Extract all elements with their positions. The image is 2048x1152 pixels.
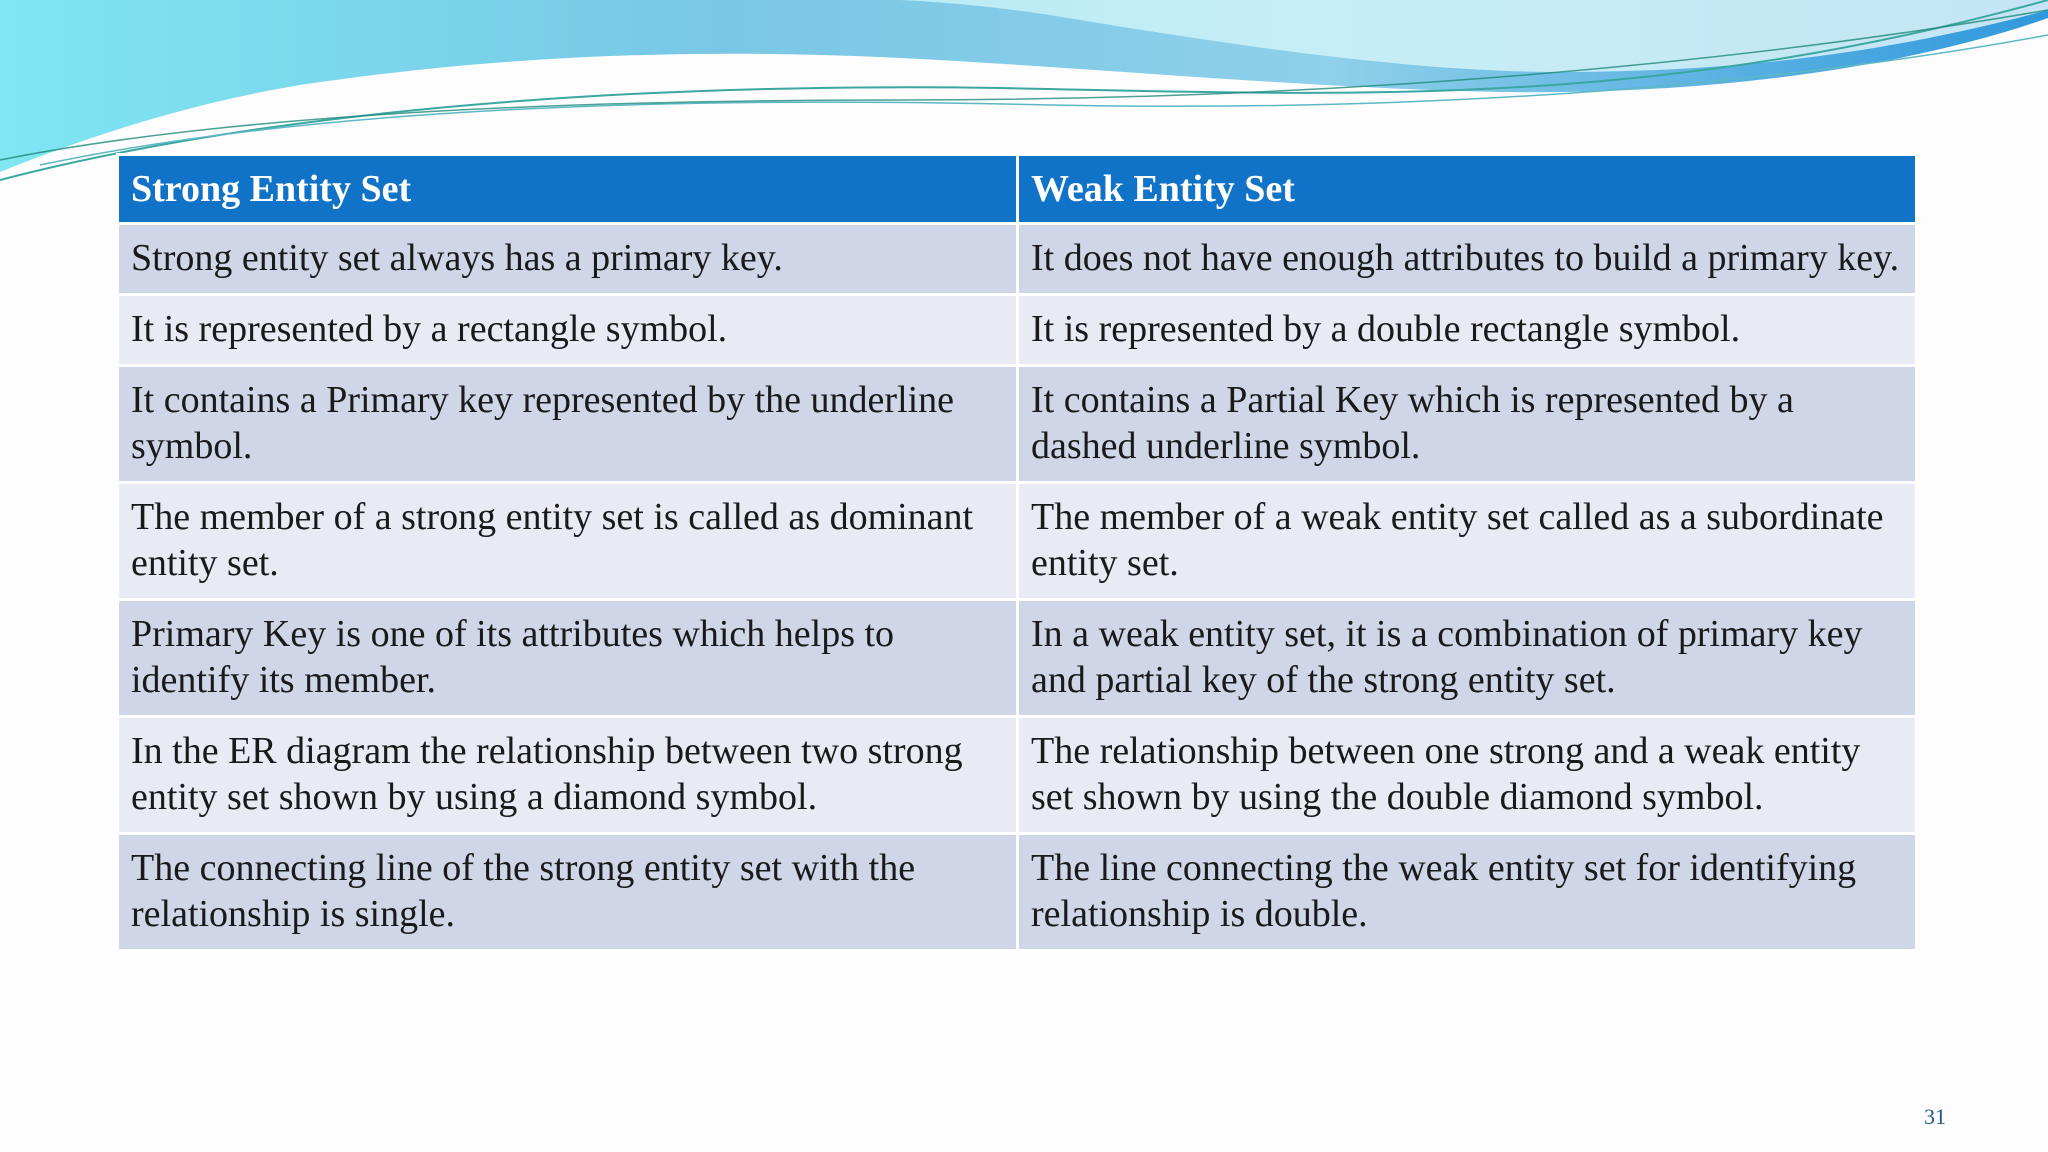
weak-cell: It is represented by a double rectangle symbol.: [1019, 296, 1915, 364]
weak-cell: In a weak entity set, it is a combination of primary key and partial key of the strong entity set.: [1019, 601, 1915, 715]
header-weak-entity-set: Weak Entity Set: [1019, 156, 1915, 222]
weak-cell: The line connecting the weak entity set for identifying relationship is double.: [1019, 835, 1915, 949]
table-row: [119, 484, 1915, 598]
strong-cell: Primary Key is one of its attributes which helps to identify its member.: [119, 601, 1016, 715]
header-strong-entity-set: Strong Entity Set: [119, 156, 1016, 222]
table-row: [119, 835, 1915, 949]
strong-cell: In the ER diagram the relationship between two strong entity set shown by using a diamond symbol.: [119, 718, 1016, 832]
weak-cell: It contains a Partial Key which is represented by a dashed underline symbol.: [1019, 367, 1915, 481]
table-row: [119, 367, 1915, 481]
strong-cell: Strong entity set always has a primary key.: [119, 225, 1016, 293]
weak-cell: The relationship between one strong and a weak entity set shown by using the double diamond symbol.: [1019, 718, 1915, 832]
strong-cell: It contains a Primary key represented by the underline symbol.: [119, 367, 1016, 481]
table-row: [119, 601, 1915, 715]
table-header-row: [119, 156, 1915, 222]
strong-cell: The member of a strong entity set is called as dominant entity set.: [119, 484, 1016, 598]
strong-cell: It is represented by a rectangle symbol.: [119, 296, 1016, 364]
strong-cell: The connecting line of the strong entity set with the relationship is single.: [119, 835, 1016, 949]
weak-cell: It does not have enough attributes to build a primary key.: [1019, 225, 1915, 293]
table-row: [119, 718, 1915, 832]
table-row: [119, 225, 1915, 293]
page-number: 31: [1924, 1104, 1946, 1129]
weak-cell: The member of a weak entity set called as a subordinate entity set.: [1019, 484, 1915, 598]
table-row: [119, 296, 1915, 364]
comparison-table: [116, 153, 1918, 952]
